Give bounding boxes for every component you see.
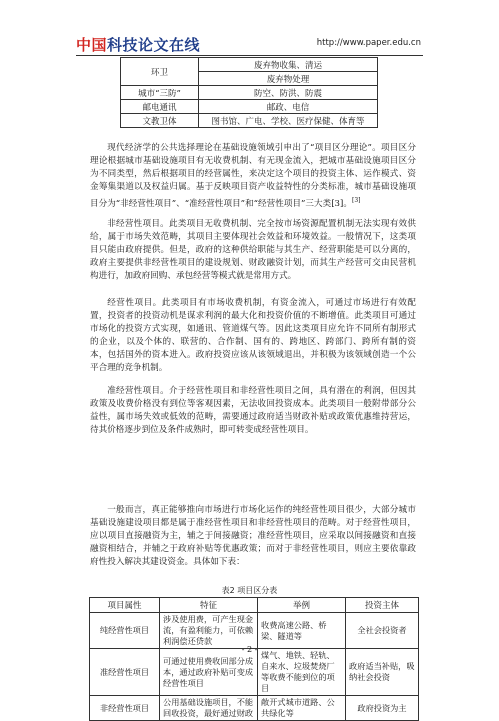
table-cell-item: 邮政、电信 xyxy=(199,100,378,114)
logo-red-text: 中国 xyxy=(76,36,108,54)
paragraph-project-theory xyxy=(90,142,416,211)
table-cell-item: 废弃物收集、清运 xyxy=(199,58,378,72)
table-cell-category: 环卫 xyxy=(121,58,199,86)
table-cell-item: 防空、防洪、防震 xyxy=(199,86,378,100)
table-cell: 可通过使用费收回部分成本，通过政府补贴可变成经营性项目 xyxy=(160,649,258,696)
table-cell: 涉及使用费，可产生现金流，有盈利能力，可依赖利润偿还贷款 xyxy=(160,613,258,649)
paragraph-operating: 经营性项目。此类项目有市场收费机制，有资金流入，可通过市场进行有效配置，投资者的投资动机是谋求利润的最大化和投资价值的不断增值。此类项目可通过市场化的投资方式实现，如通讯、管道煤气等。因此这类项目应允许不同所有制形式的企业，以及个体的、联营的、合作制、国有的、跨地区、跨部门、跨所有制的资本，包括国外的资本进入。政府投资应该从该领域退出，并积极为该领域创造一个公平合理的竞争机制。 xyxy=(90,298,416,374)
table-cell: 政府适当补贴，吸纳社会投资 xyxy=(346,649,419,696)
table-row xyxy=(121,100,378,114)
table-cell: 公用基础设施项目，不能回收投资，最好通过财政 xyxy=(160,696,258,721)
table-cell-category: 城市“三防” xyxy=(121,86,199,100)
site-logo[interactable] xyxy=(76,34,200,55)
paragraph-non-operating: 非经营性项目。此类项目无收费机制、完全按市场资源配置机制无法实现有效供给，属于市场失效范畴，其项目主要体现社会效益和环境效益。一般情况下，这类项目只能由政府提供。但是，政府的这种供给职能与其生产、经营职能是可以分离的，政府主要提供非经营性项目的建设规划、财政融资计划，而其生产经营可交由民营机构进行，加政府回购、承包经营等模式就是常用方式。 xyxy=(90,219,416,282)
page-number: - 2 - xyxy=(241,645,258,654)
header-rule xyxy=(76,55,423,56)
table-cell: 非经营性项目 xyxy=(90,696,160,721)
citation-ref[interactable]: [3] xyxy=(351,197,361,205)
table-cell: 准经营性项目 xyxy=(90,649,160,696)
table-cell-item: 图书馆、广电、学校、医疗保健、体育等 xyxy=(199,114,378,128)
table-cell: 纯经营性项目 xyxy=(90,613,160,649)
table-cell: 收费高速公路、桥梁、隧道等 xyxy=(258,613,346,649)
table-cell-item: 废弃物处理 xyxy=(199,72,378,86)
site-url[interactable]: http://www.paper.edu.cn xyxy=(316,38,421,48)
table-row xyxy=(121,58,378,72)
logo-blue-text: 科技论文在线 xyxy=(107,36,201,54)
paragraph-quasi-operating: 准经营性项目。介于经营性项目和非经营性项目之间，具有潜在的利润，但因其政策及收费价格没有到位等客观因素，无法收回投资成本。此类项目一般附带部分公益性，属市场失效或低效的范畴，需要通过政府适当财政补贴或政策优惠维持营运，待其价格逐步到位及条件成熟时，即可转变成经营性项目。 xyxy=(90,386,416,436)
table-header-cell: 特征 xyxy=(160,598,258,613)
table-row xyxy=(121,86,378,100)
table-header-cell: 投资主体 xyxy=(346,598,419,613)
table-cell: 全社会投资者 xyxy=(346,613,419,649)
table-header-cell: 举例 xyxy=(258,598,346,613)
facility-table xyxy=(120,57,378,128)
project-classification-table xyxy=(89,597,419,721)
table-cell: 政府投资为主 xyxy=(346,696,419,721)
table-row xyxy=(90,613,419,649)
table-header-row xyxy=(90,598,419,613)
paragraph-summary: 一般而言，真正能够推向市场进行市场化运作的纯经营性项目很少，大部分城市基础设施建设项目都是属于准经营性项目和非经营性项目的范畴。对于经营性项目，应以项目直接融资为主，辅之于间接融资；准经营性项目，应采取以间接融资和直接融资相结合，并辅之于政府补贴等优惠政策；而对于非经营性项目，则应主要依靠政府性投入解决其建设资金。具体如下表： xyxy=(90,505,416,568)
table-cell: 敞开式城市道路、公共绿化等 xyxy=(258,696,346,721)
table2-caption: 表2 项目区分表 xyxy=(221,586,278,595)
table-cell-category: 文教卫体 xyxy=(121,114,199,128)
table-cell: 煤气、地铁、轻轨、自来水、垃圾焚烧厂等收费不能到位的项目 xyxy=(258,649,346,696)
table-row xyxy=(90,649,419,696)
paragraph-text: 现代经济学的公共选择理论在基础设施领域引申出了“项目区分理论”。项目区分理论根据城市基础设施项目有无收费机制、有无现金流入，把城市基础设施项目区分为不同类型，然后根据项目的经营属性，来决定这个项目的投资主体、运作模式、资金筹集渠道以及权益归属。基于反映项目资产收益特性的分类标准，城市基础设施项目分为“非经营性项目”、“准经营性项目”和“经营性项目”三大类[3]。 xyxy=(90,143,416,210)
page-header xyxy=(0,0,499,58)
table-header-cell: 项目属性 xyxy=(90,598,160,613)
table-cell-category: 邮电通讯 xyxy=(121,100,199,114)
table-row xyxy=(90,696,419,721)
table-row xyxy=(121,114,378,128)
